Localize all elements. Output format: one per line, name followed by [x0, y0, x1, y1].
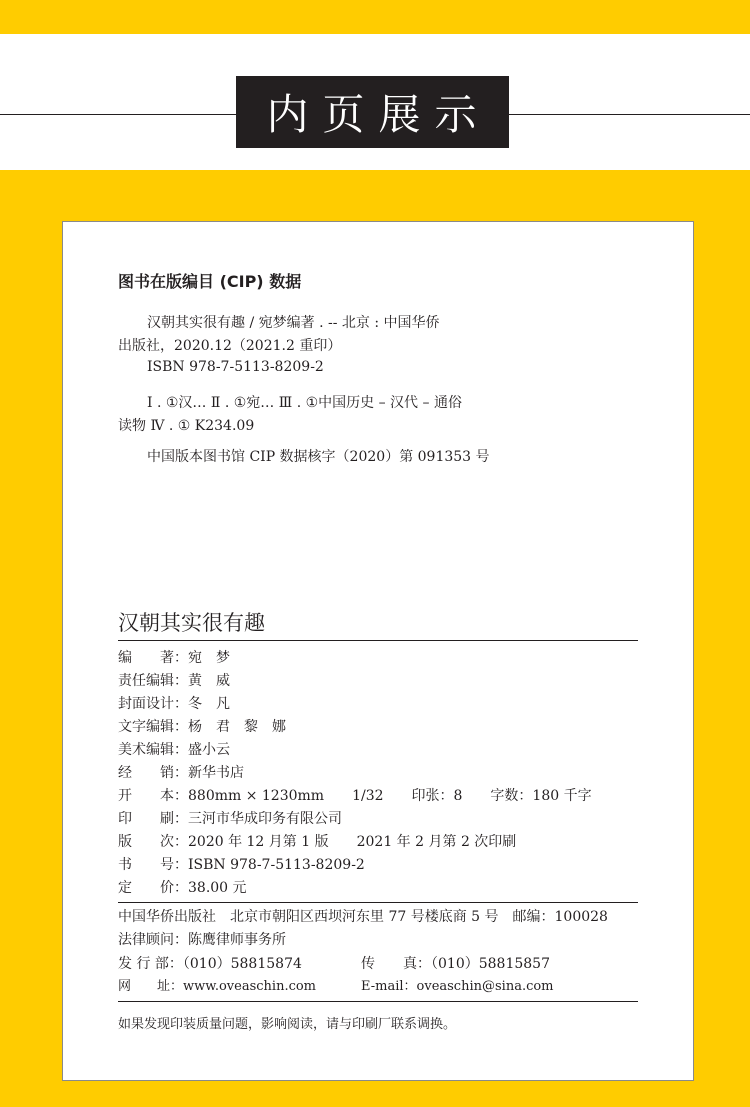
credit-value: 黄 威	[188, 673, 230, 689]
credit-value: ISBN 978-7-5113-8209-2	[188, 857, 365, 873]
credit-value: 新华书店	[188, 765, 244, 781]
credit-label: 版 次：	[118, 834, 188, 850]
divider	[118, 1001, 638, 1002]
credit-row	[118, 716, 286, 738]
credit-label: 经 销：	[118, 765, 188, 781]
credit-label: 封面设计：	[118, 696, 188, 712]
credit-row	[118, 831, 516, 853]
publisher-address: 中国华侨出版社 北京市朝阳区西坝河东里 77 号楼底商 5 号 邮编：100028	[118, 909, 608, 925]
credit-value: 盛小云	[188, 742, 230, 758]
credit-label: 定 价：	[118, 880, 188, 896]
section-title: 内页展示	[236, 76, 509, 148]
cip-line: 中国版本图书馆 CIP 数据核字（2020）第 091353 号	[147, 449, 490, 465]
credit-value: 38.00 元	[188, 880, 247, 896]
credit-row	[118, 739, 230, 761]
credit-value: 宛 梦	[188, 650, 230, 666]
credit-value: 杨 君 黎 娜	[188, 719, 286, 735]
legal-counsel: 法律顾问：陈鹰律师事务所	[118, 932, 286, 948]
credit-row	[118, 808, 342, 830]
divider	[118, 640, 638, 641]
top-yellow-band	[0, 0, 750, 34]
credit-label: 美术编辑：	[118, 742, 188, 758]
distribution-phone: 发 行 部：（010）58815874	[118, 956, 302, 972]
credit-label: 文字编辑：	[118, 719, 188, 735]
cip-line: Ⅰ . ①汉… Ⅱ . ①宛… Ⅲ . ①中国历史 – 汉代 – 通俗	[147, 395, 462, 411]
credit-label: 开 本：	[118, 788, 188, 804]
credit-label: 书 号：	[118, 857, 188, 873]
email: E-mail：oveaschin@sina.com	[361, 979, 554, 994]
credit-value: 冬 凡	[188, 696, 230, 712]
credit-label: 编 著：	[118, 650, 188, 666]
credit-row	[118, 785, 592, 807]
credit-label: 印 刷：	[118, 811, 188, 827]
cip-heading: 图书在版编目 (CIP) 数据	[118, 272, 302, 291]
header-rule-left	[0, 114, 236, 115]
copyright-page	[62, 221, 694, 1081]
credit-row	[118, 854, 365, 876]
credit-row	[118, 693, 230, 715]
fax: 传 真：（010）58815857	[361, 956, 550, 972]
cip-line: 读物 Ⅳ . ① K234.09	[118, 418, 255, 434]
cip-line: ISBN 978-7-5113-8209-2	[147, 359, 324, 375]
quality-notice: 如果发现印装质量问题，影响阅读，请与印刷厂联系调换。	[118, 1017, 457, 1032]
credit-value: 880mm × 1230mm 1/32 印张：8 字数：180 千字	[188, 788, 592, 804]
header-rule-right	[509, 114, 750, 115]
cip-line: 汉朝其实很有趣 / 宛梦编著 . -- 北京 : 中国华侨	[147, 315, 440, 331]
credit-row	[118, 670, 230, 692]
divider	[118, 902, 638, 903]
credit-row	[118, 647, 230, 669]
credit-value: 2020 年 12 月第 1 版 2021 年 2 月第 2 次印刷	[188, 834, 517, 850]
cip-line: 出版社，2020.12（2021.2 重印）	[118, 338, 342, 354]
credit-row	[118, 877, 247, 899]
website: 网 址：www.oveaschin.com	[118, 979, 317, 994]
credit-value: 三河市华成印务有限公司	[188, 811, 342, 827]
book-title: 汉朝其实很有趣	[118, 611, 265, 635]
credit-row	[118, 762, 244, 784]
credit-label: 责任编辑：	[118, 673, 188, 689]
